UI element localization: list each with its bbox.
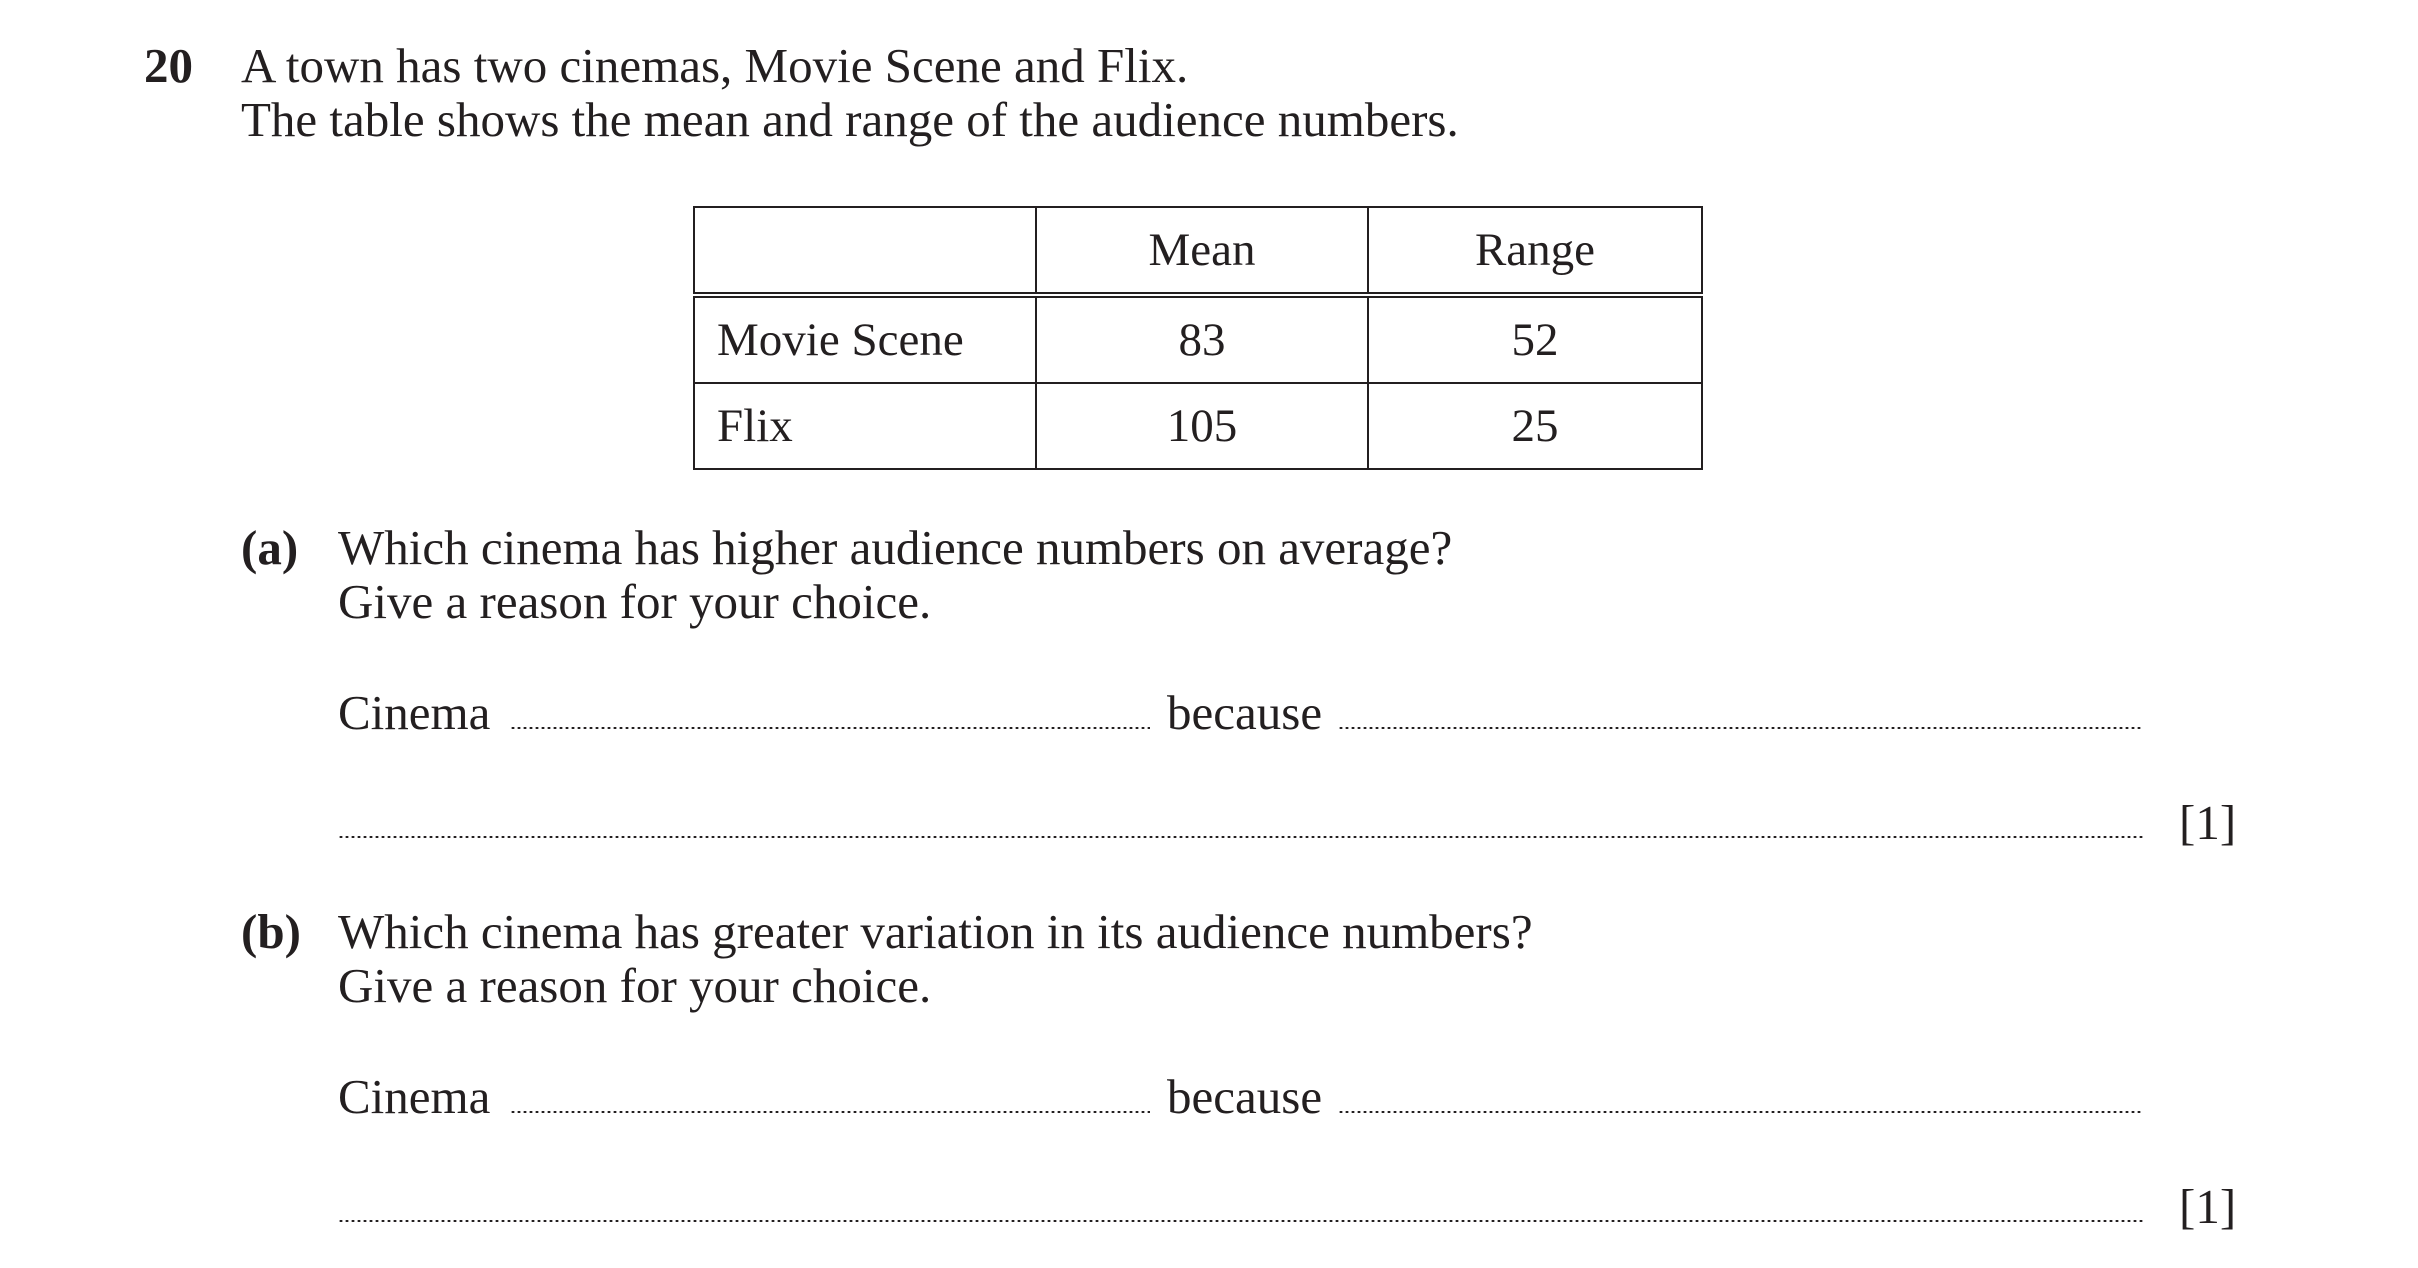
part-b-marks: [1]: [2179, 1179, 2237, 1234]
table-header-cell: [694, 207, 1036, 295]
part-b-question-line2: Give a reason for your choice.: [338, 958, 932, 1013]
part-a-reason-answer-line-2[interactable]: [338, 836, 2143, 838]
part-a-because-label: because: [1167, 685, 1323, 740]
table-cell: 52: [1368, 295, 1702, 383]
part-a-marks: [1]: [2179, 795, 2237, 850]
part-b-because-label: because: [1167, 1069, 1323, 1124]
part-b-cinema-label: Cinema: [338, 1069, 491, 1124]
part-b-reason-answer-line[interactable]: [1338, 1111, 2143, 1113]
table-row: [694, 383, 1702, 469]
table-cell: 105: [1036, 383, 1368, 469]
part-b-reason-answer-line-2[interactable]: [338, 1220, 2143, 1222]
part-b-label: (b): [241, 904, 301, 959]
table-header-cell: Range: [1368, 207, 1702, 295]
table-row-label: Flix: [694, 383, 1036, 469]
cinema-statistics-table: [693, 206, 1703, 470]
question-intro-line2: The table shows the mean and range of the audience numbers.: [241, 92, 1459, 147]
part-a-reason-answer-line[interactable]: [1338, 727, 2143, 729]
part-a-cinema-answer-line[interactable]: [510, 727, 1150, 729]
table-header-cell: Mean: [1036, 207, 1368, 295]
table-header-row: [694, 207, 1702, 295]
question-number: 20: [144, 38, 193, 93]
table-cell: 25: [1368, 383, 1702, 469]
table-cell: 83: [1036, 295, 1368, 383]
part-a-label: (a): [241, 520, 299, 575]
part-a-question-line2: Give a reason for your choice.: [338, 574, 932, 629]
question-intro-line1: A town has two cinemas, Movie Scene and Flix.: [241, 38, 1189, 93]
part-a-cinema-label: Cinema: [338, 685, 491, 740]
table-row-label: Movie Scene: [694, 295, 1036, 383]
part-b-cinema-answer-line[interactable]: [510, 1111, 1150, 1113]
table-row: [694, 295, 1702, 383]
part-b-question-line1: Which cinema has greater variation in its audience numbers?: [338, 904, 1533, 959]
part-a-question-line1: Which cinema has higher audience numbers on average?: [338, 520, 1453, 575]
